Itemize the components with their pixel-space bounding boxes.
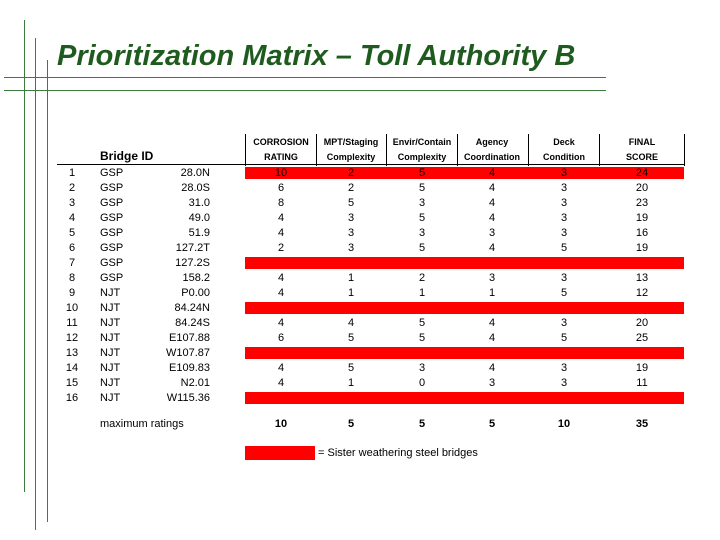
row-agency: NJT [100, 377, 121, 389]
row-bridge-id: 84.24N [174, 302, 210, 314]
row-agency: GSP [100, 272, 124, 284]
row-bridge-id: E107.88 [169, 332, 210, 344]
row-deck-value: 3 [560, 317, 568, 329]
row-envir-value: 1 [418, 287, 426, 299]
sister-highlight-band [245, 302, 684, 314]
row-final-value: 11 [636, 377, 648, 389]
row-envir-value: 5 [418, 212, 426, 224]
row-final-value: 20 [635, 182, 649, 194]
row-deck-value: 3 [560, 227, 568, 239]
row-mpt-value: 2 [347, 167, 355, 179]
row-corrosion-value: 4 [277, 227, 285, 239]
max-rating-value: 5 [418, 418, 426, 430]
row-deck-value: 3 [560, 197, 568, 209]
row-bridge-id: 28.0S [181, 182, 210, 194]
column-header-line1: Envir/Contain [392, 137, 452, 147]
row-corrosion-value: 6 [277, 182, 285, 194]
row-agency: GSP [100, 257, 124, 269]
row-bridge-id: 31.0 [188, 197, 210, 209]
row-coord-value: 1 [488, 287, 496, 299]
row-agency: NJT [100, 287, 121, 299]
decorative-horizontal-line-1 [4, 77, 606, 78]
row-corrosion-value: 4 [277, 377, 285, 389]
row-deck-value: 3 [560, 377, 568, 389]
row-bridge-id: 127.2T [175, 242, 210, 254]
row-final-value: 23 [635, 197, 649, 209]
row-mpt-value: 3 [347, 227, 355, 239]
row-deck-value: 3 [560, 167, 568, 179]
row-final-value: 19 [635, 362, 649, 374]
row-coord-value: 4 [488, 242, 496, 254]
row-corrosion-value: 10 [274, 167, 288, 179]
slide-title: Prioritization Matrix – Toll Authority B [57, 40, 576, 72]
row-deck-value: 5 [560, 287, 568, 299]
row-corrosion-value: 4 [277, 212, 285, 224]
row-agency: GSP [100, 182, 124, 194]
row-envir-value: 5 [418, 317, 426, 329]
row-number: 4 [68, 212, 76, 224]
row-number: 3 [68, 197, 76, 209]
row-mpt-value: 1 [347, 377, 355, 389]
column-header-line1: FINAL [628, 137, 656, 147]
row-mpt-value: 5 [347, 332, 355, 344]
row-corrosion-value: 2 [277, 242, 285, 254]
row-agency: NJT [100, 347, 121, 359]
row-mpt-value: 3 [347, 242, 355, 254]
row-corrosion-value: 8 [277, 197, 285, 209]
row-bridge-id: 49.0 [188, 212, 210, 224]
decorative-vertical-line-3 [47, 60, 48, 522]
row-mpt-value: 1 [347, 272, 355, 284]
legend-swatch [245, 446, 315, 460]
row-mpt-value: 5 [347, 362, 355, 374]
row-number: 2 [68, 182, 76, 194]
row-mpt-value: 3 [347, 212, 355, 224]
row-number: 1 [68, 167, 76, 179]
row-coord-value: 4 [488, 167, 496, 179]
column-header-line1: Agency [475, 137, 509, 147]
row-agency: GSP [100, 167, 124, 179]
row-envir-value: 2 [418, 272, 426, 284]
legend-label: = Sister weathering steel bridges [318, 447, 478, 459]
column-divider [684, 134, 685, 166]
row-number: 7 [68, 257, 76, 269]
header-underline [57, 164, 684, 165]
row-envir-value: 5 [418, 242, 426, 254]
decorative-horizontal-line-2 [4, 90, 606, 91]
row-bridge-id: N2.01 [180, 377, 210, 389]
row-bridge-id: W107.87 [165, 347, 210, 359]
row-corrosion-value: 4 [277, 287, 285, 299]
sister-highlight-band [245, 257, 684, 269]
max-rating-value: 35 [635, 418, 649, 430]
row-envir-value: 5 [418, 167, 426, 179]
row-bridge-id: P0.00 [181, 287, 210, 299]
row-number: 14 [65, 362, 79, 374]
row-coord-value: 3 [488, 377, 496, 389]
max-rating-value: 10 [274, 418, 288, 430]
row-agency: GSP [100, 242, 124, 254]
row-corrosion-value: 6 [277, 332, 285, 344]
column-header-line2: Coordination [464, 152, 520, 162]
row-final-value: 19 [635, 212, 649, 224]
row-number: 9 [68, 287, 76, 299]
row-corrosion-value: 4 [277, 317, 285, 329]
row-agency: NJT [100, 332, 121, 344]
row-envir-value: 5 [418, 182, 426, 194]
row-envir-value: 3 [418, 197, 426, 209]
row-mpt-value: 5 [347, 197, 355, 209]
row-deck-value: 5 [560, 242, 568, 254]
row-coord-value: 4 [488, 332, 496, 344]
decorative-vertical-line-2 [35, 38, 36, 530]
max-rating-value: 5 [347, 418, 355, 430]
row-bridge-id: 51.9 [188, 227, 210, 239]
row-bridge-id: E109.83 [169, 362, 210, 374]
row-final-value: 24 [635, 167, 649, 179]
row-bridge-id: 84.24S [175, 317, 210, 329]
row-corrosion-value: 4 [277, 362, 285, 374]
sister-highlight-band [245, 347, 684, 359]
column-header-line2: Complexity [326, 152, 376, 162]
row-coord-value: 4 [488, 317, 496, 329]
row-bridge-id: 158.2 [182, 272, 210, 284]
sister-highlight-band [245, 167, 684, 179]
max-rating-value: 10 [557, 418, 571, 430]
column-header-line2: RATING [264, 152, 298, 162]
column-header-line2: SCORE [625, 152, 658, 162]
row-final-value: 25 [635, 332, 649, 344]
row-final-value: 16 [635, 227, 649, 239]
row-envir-value: 3 [418, 227, 426, 239]
row-number: 10 [65, 302, 79, 314]
row-coord-value: 4 [488, 182, 496, 194]
row-bridge-id: 127.2S [175, 257, 210, 269]
row-agency: GSP [100, 212, 124, 224]
row-envir-value: 0 [418, 377, 426, 389]
row-number: 11 [66, 317, 78, 329]
row-envir-value: 5 [418, 332, 426, 344]
row-coord-value: 4 [488, 212, 496, 224]
row-final-value: 19 [635, 242, 649, 254]
row-number: 13 [65, 347, 79, 359]
row-bridge-id: 28.0N [180, 167, 210, 179]
row-mpt-value: 2 [347, 182, 355, 194]
column-header-line2: Complexity [397, 152, 447, 162]
column-header-line2: Condition [543, 152, 585, 162]
row-number: 12 [65, 332, 79, 344]
row-mpt-value: 4 [347, 317, 355, 329]
column-header-line1: Deck [553, 137, 575, 147]
row-number: 6 [68, 242, 76, 254]
row-coord-value: 4 [488, 362, 496, 374]
row-agency: GSP [100, 197, 124, 209]
row-number: 16 [65, 392, 79, 404]
row-deck-value: 3 [560, 362, 568, 374]
row-agency: NJT [100, 392, 121, 404]
row-final-value: 12 [635, 287, 649, 299]
row-agency: NJT [100, 362, 121, 374]
row-coord-value: 3 [488, 272, 496, 284]
row-coord-value: 3 [488, 227, 496, 239]
row-deck-value: 3 [560, 272, 568, 284]
row-number: 15 [65, 377, 79, 389]
column-header-line1: MPT/Staging [323, 137, 379, 147]
row-coord-value: 4 [488, 197, 496, 209]
row-envir-value: 3 [418, 362, 426, 374]
row-deck-value: 3 [560, 182, 568, 194]
row-agency: GSP [100, 227, 124, 239]
column-header-line1: CORROSION [253, 137, 309, 147]
max-rating-value: 5 [488, 418, 496, 430]
row-bridge-id: W115.36 [166, 392, 210, 404]
row-agency: NJT [100, 317, 121, 329]
row-final-value: 20 [635, 317, 649, 329]
max-ratings-label: maximum ratings [100, 418, 184, 430]
row-mpt-value: 1 [347, 287, 355, 299]
row-corrosion-value: 4 [277, 272, 285, 284]
row-number: 5 [68, 227, 76, 239]
sister-highlight-band [245, 392, 684, 404]
row-deck-value: 3 [560, 212, 568, 224]
bridge-id-header: Bridge ID [100, 149, 154, 163]
row-agency: NJT [100, 302, 121, 314]
row-deck-value: 5 [560, 332, 568, 344]
row-final-value: 13 [635, 272, 649, 284]
row-number: 8 [68, 272, 76, 284]
